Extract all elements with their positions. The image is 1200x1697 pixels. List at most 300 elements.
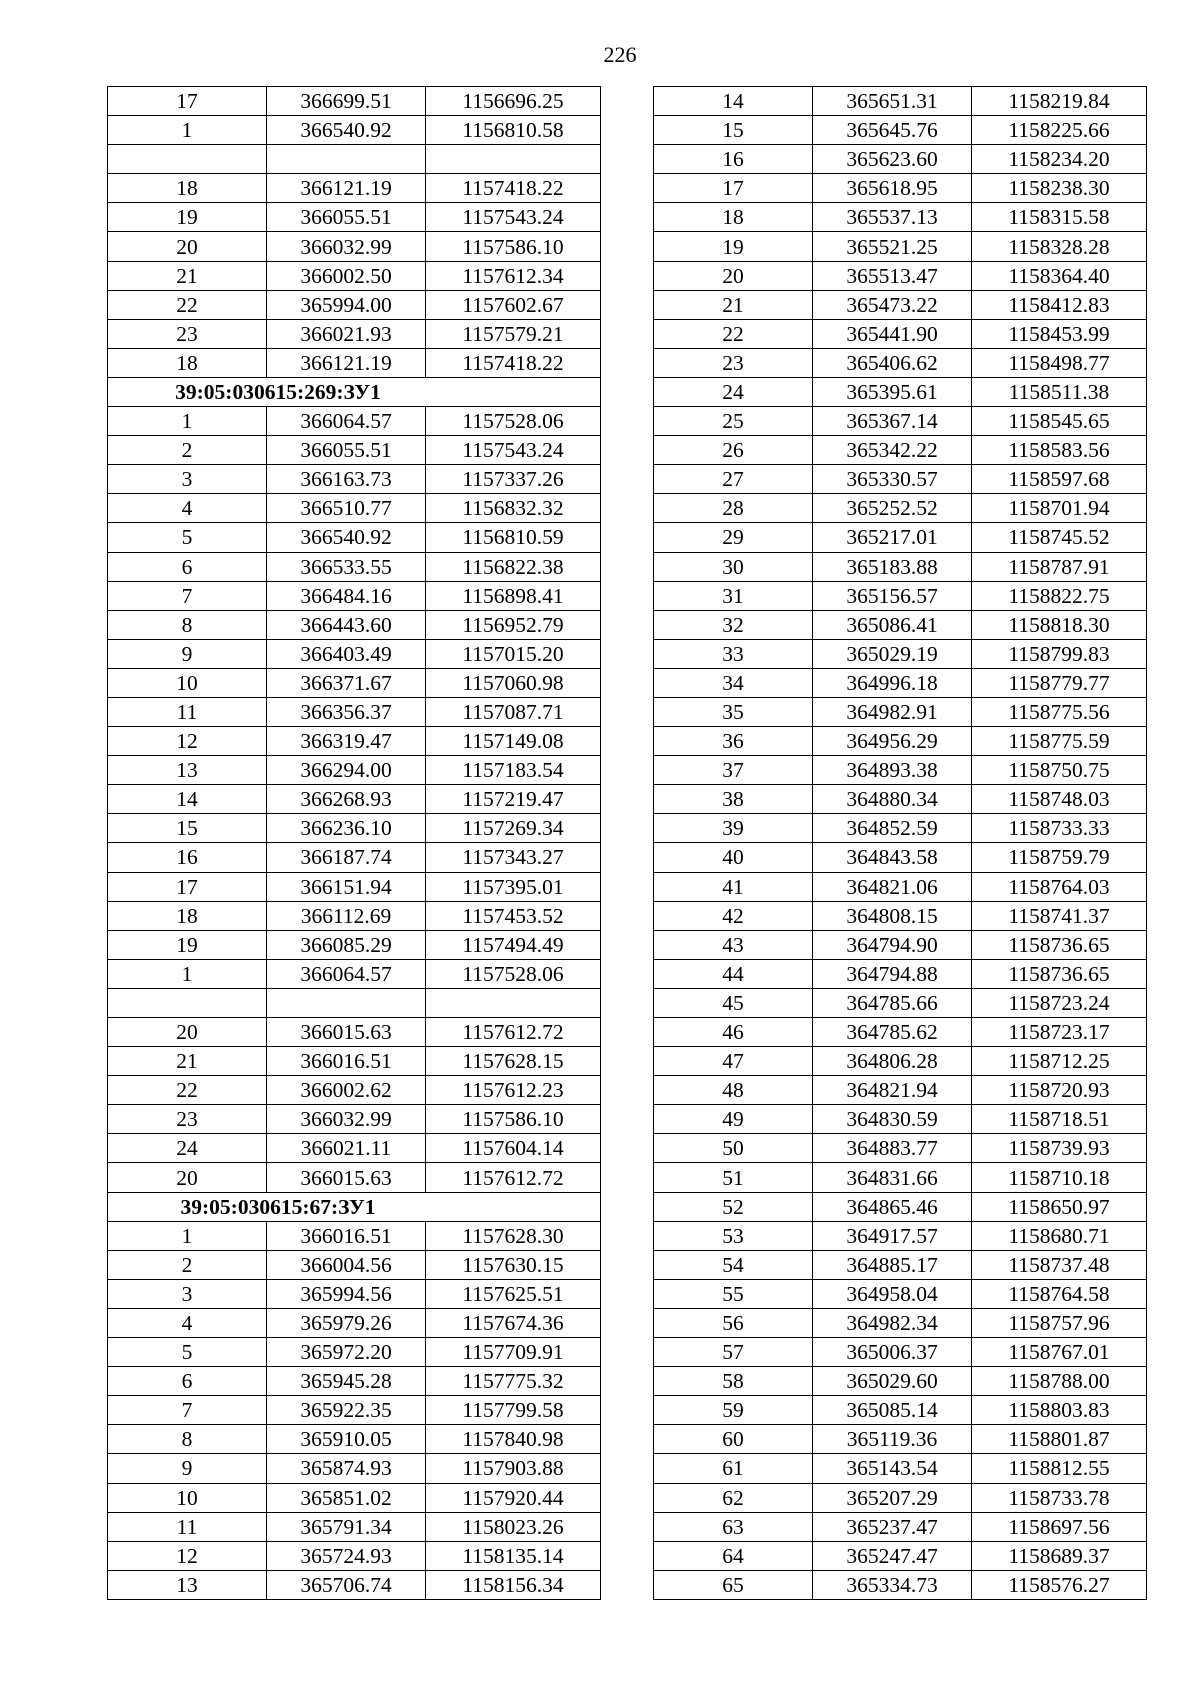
point-number-cell: 19 [654, 232, 813, 261]
y-coordinate-cell: 1158234.20 [972, 145, 1147, 174]
table-row [108, 988, 601, 1017]
x-coordinate-cell: 365945.28 [267, 1367, 426, 1396]
y-coordinate-cell: 1157343.27 [426, 843, 601, 872]
point-number-cell: 32 [654, 610, 813, 639]
table-row [654, 174, 1147, 203]
table-row [654, 1250, 1147, 1279]
table-row [108, 1541, 601, 1570]
y-coordinate-cell: 1157269.34 [426, 814, 601, 843]
x-coordinate-cell: 366064.57 [267, 959, 426, 988]
point-number-cell: 9 [108, 1454, 267, 1483]
table-row [108, 1018, 601, 1047]
table-row [654, 1105, 1147, 1134]
x-coordinate-cell: 365207.29 [813, 1483, 972, 1512]
x-coordinate-cell: 366032.99 [267, 1105, 426, 1134]
point-number-cell: 65 [654, 1570, 813, 1599]
x-coordinate-cell: 366015.63 [267, 1018, 426, 1047]
point-number-cell: 1 [108, 1221, 267, 1250]
x-coordinate-cell: 365473.22 [813, 290, 972, 319]
point-number-cell: 13 [108, 1570, 267, 1599]
point-number-cell: 10 [108, 1483, 267, 1512]
table-row [108, 1076, 601, 1105]
table-row [108, 203, 601, 232]
table-row [108, 523, 601, 552]
x-coordinate-cell: 366032.99 [267, 232, 426, 261]
x-coordinate-cell: 366163.73 [267, 465, 426, 494]
point-number-cell: 12 [108, 1541, 267, 1570]
x-coordinate-cell: 365143.54 [813, 1454, 972, 1483]
y-coordinate-cell: 1157015.20 [426, 639, 601, 668]
table-row [654, 465, 1147, 494]
point-number-cell: 22 [108, 290, 267, 319]
x-coordinate-cell: 364794.90 [813, 930, 972, 959]
table-row [654, 1279, 1147, 1308]
point-number-cell: 59 [654, 1396, 813, 1425]
x-coordinate-cell: 366121.19 [267, 348, 426, 377]
table-row [108, 145, 601, 174]
right-coordinates-table [653, 86, 1147, 1600]
table-row [108, 756, 601, 785]
table-row [108, 552, 601, 581]
y-coordinate-cell [426, 145, 601, 174]
point-number-cell: 20 [108, 1163, 267, 1192]
x-coordinate-cell: 364885.17 [813, 1250, 972, 1279]
y-coordinate-cell: 1158723.24 [972, 988, 1147, 1017]
table-row [108, 610, 601, 639]
page-number: 226 [603, 42, 637, 67]
point-number-cell: 42 [654, 901, 813, 930]
y-coordinate-cell: 1158757.96 [972, 1308, 1147, 1337]
x-coordinate-cell: 366403.49 [267, 639, 426, 668]
x-coordinate-cell: 364785.62 [813, 1018, 972, 1047]
y-coordinate-cell: 1156822.38 [426, 552, 601, 581]
point-number-cell: 4 [108, 494, 267, 523]
table-row [654, 756, 1147, 785]
y-coordinate-cell: 1158156.34 [426, 1570, 601, 1599]
y-coordinate-cell: 1157395.01 [426, 872, 601, 901]
y-coordinate-cell: 1158733.33 [972, 814, 1147, 843]
x-coordinate-cell: 366021.11 [267, 1134, 426, 1163]
table-row [108, 87, 601, 116]
y-coordinate-cell: 1157840.98 [426, 1425, 601, 1454]
x-coordinate-cell: 366112.69 [267, 901, 426, 930]
point-number-cell: 6 [108, 1367, 267, 1396]
point-number-cell: 54 [654, 1250, 813, 1279]
x-coordinate-cell: 365367.14 [813, 407, 972, 436]
table-row [654, 1134, 1147, 1163]
table-row [654, 1047, 1147, 1076]
y-coordinate-cell: 1156810.58 [426, 116, 601, 145]
table-row [654, 494, 1147, 523]
point-number-cell: 5 [108, 523, 267, 552]
x-coordinate-cell: 364831.66 [813, 1163, 972, 1192]
point-number-cell: 18 [108, 901, 267, 930]
x-coordinate-cell: 365791.34 [267, 1512, 426, 1541]
table-row [654, 727, 1147, 756]
x-coordinate-cell: 366085.29 [267, 930, 426, 959]
x-coordinate-cell: 365521.25 [813, 232, 972, 261]
point-number-cell: 31 [654, 581, 813, 610]
point-number-cell: 43 [654, 930, 813, 959]
point-number-cell: 44 [654, 959, 813, 988]
y-coordinate-cell: 1158023.26 [426, 1512, 601, 1541]
table-row [654, 785, 1147, 814]
table-row [654, 1192, 1147, 1221]
y-coordinate-cell: 1157612.72 [426, 1018, 601, 1047]
x-coordinate-cell: 365910.05 [267, 1425, 426, 1454]
y-coordinate-cell: 1156696.25 [426, 87, 601, 116]
table-row [654, 930, 1147, 959]
left-coordinates-table [107, 86, 601, 1600]
table-row [108, 1425, 601, 1454]
x-coordinate-cell: 366187.74 [267, 843, 426, 872]
point-number-cell: 63 [654, 1512, 813, 1541]
y-coordinate-cell: 1157625.51 [426, 1279, 601, 1308]
parcel-id-cell [108, 1192, 601, 1221]
y-coordinate-cell: 1157543.24 [426, 436, 601, 465]
x-coordinate-cell: 366294.00 [267, 756, 426, 785]
y-coordinate-cell: 1158697.56 [972, 1512, 1147, 1541]
x-coordinate-cell: 366443.60 [267, 610, 426, 639]
table-row [654, 1396, 1147, 1425]
table-row [108, 1250, 601, 1279]
table-row [108, 1279, 601, 1308]
x-coordinate-cell: 365085.14 [813, 1396, 972, 1425]
y-coordinate-cell: 1158736.65 [972, 959, 1147, 988]
table-row [108, 1483, 601, 1512]
table-row [654, 552, 1147, 581]
x-coordinate-cell [267, 988, 426, 1017]
point-number-cell: 3 [108, 465, 267, 494]
y-coordinate-cell [426, 988, 601, 1017]
x-coordinate-cell: 364821.94 [813, 1076, 972, 1105]
y-coordinate-cell: 1157528.06 [426, 407, 601, 436]
x-coordinate-cell: 365029.19 [813, 639, 972, 668]
y-coordinate-cell: 1157709.91 [426, 1338, 601, 1367]
x-coordinate-cell: 366268.93 [267, 785, 426, 814]
y-coordinate-cell: 1157604.14 [426, 1134, 601, 1163]
x-coordinate-cell: 365972.20 [267, 1338, 426, 1367]
point-number-cell: 18 [108, 174, 267, 203]
point-number-cell [108, 988, 267, 1017]
y-coordinate-cell: 1158720.93 [972, 1076, 1147, 1105]
y-coordinate-cell: 1158453.99 [972, 319, 1147, 348]
y-coordinate-cell: 1158739.93 [972, 1134, 1147, 1163]
table-row [654, 523, 1147, 552]
table-row [654, 261, 1147, 290]
x-coordinate-cell: 365217.01 [813, 523, 972, 552]
section-header-row [108, 1192, 601, 1221]
y-coordinate-cell: 1157418.22 [426, 174, 601, 203]
table-row [654, 668, 1147, 697]
y-coordinate-cell: 1158412.83 [972, 290, 1147, 319]
point-number-cell: 34 [654, 668, 813, 697]
y-coordinate-cell: 1156832.32 [426, 494, 601, 523]
y-coordinate-cell: 1158779.77 [972, 668, 1147, 697]
x-coordinate-cell: 364865.46 [813, 1192, 972, 1221]
x-coordinate-cell: 364880.34 [813, 785, 972, 814]
table-row [108, 1512, 601, 1541]
y-coordinate-cell: 1157612.23 [426, 1076, 601, 1105]
y-coordinate-cell: 1158545.65 [972, 407, 1147, 436]
point-number-cell: 10 [108, 668, 267, 697]
y-coordinate-cell: 1158737.48 [972, 1250, 1147, 1279]
x-coordinate-cell: 364806.28 [813, 1047, 972, 1076]
point-number-cell: 35 [654, 697, 813, 726]
y-coordinate-cell: 1158689.37 [972, 1541, 1147, 1570]
table-row [654, 1308, 1147, 1337]
section-header-row [108, 377, 601, 406]
y-coordinate-cell: 1158787.91 [972, 552, 1147, 581]
point-number-cell: 8 [108, 1425, 267, 1454]
y-coordinate-cell: 1157418.22 [426, 348, 601, 377]
y-coordinate-cell: 1157612.34 [426, 261, 601, 290]
point-number-cell: 16 [654, 145, 813, 174]
table-row [108, 959, 601, 988]
y-coordinate-cell: 1157775.32 [426, 1367, 601, 1396]
y-coordinate-cell: 1157087.71 [426, 697, 601, 726]
y-coordinate-cell: 1158803.83 [972, 1396, 1147, 1425]
x-coordinate-cell: 366319.47 [267, 727, 426, 756]
y-coordinate-cell: 1158775.59 [972, 727, 1147, 756]
x-coordinate-cell: 365645.76 [813, 116, 972, 145]
point-number-cell: 23 [108, 1105, 267, 1134]
y-coordinate-cell: 1157543.24 [426, 203, 601, 232]
x-coordinate-cell: 366055.51 [267, 436, 426, 465]
y-coordinate-cell: 1157630.15 [426, 1250, 601, 1279]
point-number-cell: 57 [654, 1338, 813, 1367]
table-row [654, 319, 1147, 348]
y-coordinate-cell: 1157920.44 [426, 1483, 601, 1512]
table-row [108, 668, 601, 697]
table-row [654, 843, 1147, 872]
point-number-cell: 29 [654, 523, 813, 552]
x-coordinate-cell: 364852.59 [813, 814, 972, 843]
y-coordinate-cell: 1156952.79 [426, 610, 601, 639]
x-coordinate-cell: 364917.57 [813, 1221, 972, 1250]
x-coordinate-cell: 366356.37 [267, 697, 426, 726]
y-coordinate-cell: 1158712.25 [972, 1047, 1147, 1076]
y-coordinate-cell: 1158650.97 [972, 1192, 1147, 1221]
point-number-cell: 22 [654, 319, 813, 348]
table-row [654, 814, 1147, 843]
x-coordinate-cell: 365330.57 [813, 465, 972, 494]
parcel-id-label: 39:05:030615:67:ЗУ1 [180, 1194, 376, 1219]
y-coordinate-cell: 1157494.49 [426, 930, 601, 959]
point-number-cell: 39 [654, 814, 813, 843]
point-number-cell: 33 [654, 639, 813, 668]
point-number-cell: 24 [108, 1134, 267, 1163]
x-coordinate-cell: 365441.90 [813, 319, 972, 348]
x-coordinate-cell: 364785.66 [813, 988, 972, 1017]
point-number-cell: 55 [654, 1279, 813, 1308]
x-coordinate-cell: 366015.63 [267, 1163, 426, 1192]
y-coordinate-cell: 1158812.55 [972, 1454, 1147, 1483]
y-coordinate-cell: 1157628.15 [426, 1047, 601, 1076]
point-number-cell: 60 [654, 1425, 813, 1454]
table-row [654, 1338, 1147, 1367]
point-number-cell: 21 [654, 290, 813, 319]
point-number-cell: 7 [108, 1396, 267, 1425]
table-row [108, 1570, 601, 1599]
point-number-cell: 47 [654, 1047, 813, 1076]
x-coordinate-cell: 365651.31 [813, 87, 972, 116]
x-coordinate-cell: 366151.94 [267, 872, 426, 901]
parcel-id-label: 39:05:030615:269:ЗУ1 [175, 379, 381, 404]
table-row [108, 872, 601, 901]
y-coordinate-cell: 1157579.21 [426, 319, 601, 348]
x-coordinate-cell: 366002.62 [267, 1076, 426, 1105]
x-coordinate-cell: 365247.47 [813, 1541, 972, 1570]
point-number-cell: 1 [108, 959, 267, 988]
x-coordinate-cell: 365623.60 [813, 145, 972, 174]
table-row [108, 494, 601, 523]
x-coordinate-cell: 365119.36 [813, 1425, 972, 1454]
table-row [108, 785, 601, 814]
point-number-cell: 62 [654, 1483, 813, 1512]
point-number-cell: 22 [108, 1076, 267, 1105]
x-coordinate-cell: 364808.15 [813, 901, 972, 930]
point-number-cell: 64 [654, 1541, 813, 1570]
table-row [108, 727, 601, 756]
x-coordinate-cell: 365252.52 [813, 494, 972, 523]
y-coordinate-cell: 1158799.83 [972, 639, 1147, 668]
point-number-cell: 30 [654, 552, 813, 581]
table-row [108, 436, 601, 465]
table-row [108, 407, 601, 436]
table-row [654, 290, 1147, 319]
table-row [654, 988, 1147, 1017]
x-coordinate-cell: 365395.61 [813, 377, 972, 406]
x-coordinate-cell: 366121.19 [267, 174, 426, 203]
x-coordinate-cell: 365874.93 [267, 1454, 426, 1483]
x-coordinate-cell: 365513.47 [813, 261, 972, 290]
x-coordinate-cell: 364956.29 [813, 727, 972, 756]
x-coordinate-cell: 364830.59 [813, 1105, 972, 1134]
table-row [654, 901, 1147, 930]
y-coordinate-cell: 1157602.67 [426, 290, 601, 319]
table-row [654, 1018, 1147, 1047]
table-row [108, 116, 601, 145]
y-coordinate-cell: 1157586.10 [426, 232, 601, 261]
point-number-cell: 19 [108, 930, 267, 959]
table-row [654, 348, 1147, 377]
table-row [108, 1396, 601, 1425]
x-coordinate-cell: 365406.62 [813, 348, 972, 377]
point-number-cell: 56 [654, 1308, 813, 1337]
table-row [654, 610, 1147, 639]
point-number-cell: 6 [108, 552, 267, 581]
point-number-cell: 23 [654, 348, 813, 377]
x-coordinate-cell: 364982.34 [813, 1308, 972, 1337]
point-number-cell: 15 [108, 814, 267, 843]
point-number-cell: 38 [654, 785, 813, 814]
table-row [654, 1425, 1147, 1454]
y-coordinate-cell: 1158775.56 [972, 697, 1147, 726]
point-number-cell: 40 [654, 843, 813, 872]
x-coordinate-cell: 365237.47 [813, 1512, 972, 1541]
y-coordinate-cell: 1157453.52 [426, 901, 601, 930]
y-coordinate-cell: 1157060.98 [426, 668, 601, 697]
y-coordinate-cell: 1157528.06 [426, 959, 601, 988]
table-row [108, 1134, 601, 1163]
y-coordinate-cell: 1158750.75 [972, 756, 1147, 785]
y-coordinate-cell: 1157337.26 [426, 465, 601, 494]
point-number-cell: 28 [654, 494, 813, 523]
y-coordinate-cell: 1158315.58 [972, 203, 1147, 232]
y-coordinate-cell: 1157586.10 [426, 1105, 601, 1134]
x-coordinate-cell: 364982.91 [813, 697, 972, 726]
point-number-cell: 46 [654, 1018, 813, 1047]
y-coordinate-cell: 1158745.52 [972, 523, 1147, 552]
x-coordinate-cell: 366371.67 [267, 668, 426, 697]
table-row [654, 116, 1147, 145]
y-coordinate-cell: 1157799.58 [426, 1396, 601, 1425]
table-row [654, 1221, 1147, 1250]
x-coordinate-cell: 365342.22 [813, 436, 972, 465]
point-number-cell: 26 [654, 436, 813, 465]
point-number-cell: 15 [654, 116, 813, 145]
point-number-cell: 50 [654, 1134, 813, 1163]
x-coordinate-cell: 365334.73 [813, 1570, 972, 1599]
point-number-cell: 25 [654, 407, 813, 436]
point-number-cell: 17 [108, 87, 267, 116]
point-number-cell: 53 [654, 1221, 813, 1250]
table-row [654, 872, 1147, 901]
y-coordinate-cell: 1157903.88 [426, 1454, 601, 1483]
x-coordinate-cell: 366021.93 [267, 319, 426, 348]
x-coordinate-cell [267, 145, 426, 174]
y-coordinate-cell: 1157674.36 [426, 1308, 601, 1337]
table-row [108, 174, 601, 203]
table-row [654, 1570, 1147, 1599]
y-coordinate-cell: 1158723.17 [972, 1018, 1147, 1047]
y-coordinate-cell: 1156810.59 [426, 523, 601, 552]
x-coordinate-cell: 365086.41 [813, 610, 972, 639]
table-row [108, 581, 601, 610]
x-coordinate-cell: 365724.93 [267, 1541, 426, 1570]
table-row [108, 465, 601, 494]
y-coordinate-cell: 1157149.08 [426, 727, 601, 756]
y-coordinate-cell: 1158764.03 [972, 872, 1147, 901]
x-coordinate-cell: 366004.56 [267, 1250, 426, 1279]
y-coordinate-cell: 1158736.65 [972, 930, 1147, 959]
x-coordinate-cell: 366540.92 [267, 523, 426, 552]
table-row [654, 1541, 1147, 1570]
point-number-cell: 1 [108, 407, 267, 436]
point-number-cell: 2 [108, 436, 267, 465]
table-row [654, 1454, 1147, 1483]
x-coordinate-cell: 365006.37 [813, 1338, 972, 1367]
point-number-cell: 37 [654, 756, 813, 785]
x-coordinate-cell: 366016.51 [267, 1047, 426, 1076]
y-coordinate-cell: 1157219.47 [426, 785, 601, 814]
x-coordinate-cell: 366510.77 [267, 494, 426, 523]
y-coordinate-cell: 1158764.58 [972, 1279, 1147, 1308]
x-coordinate-cell: 364958.04 [813, 1279, 972, 1308]
table-row [654, 436, 1147, 465]
y-coordinate-cell: 1158597.68 [972, 465, 1147, 494]
y-coordinate-cell: 1158741.37 [972, 901, 1147, 930]
y-coordinate-cell: 1158238.30 [972, 174, 1147, 203]
point-number-cell: 14 [108, 785, 267, 814]
table-row [108, 843, 601, 872]
x-coordinate-cell: 366540.92 [267, 116, 426, 145]
x-coordinate-cell: 365922.35 [267, 1396, 426, 1425]
table-row [654, 232, 1147, 261]
x-coordinate-cell: 366236.10 [267, 814, 426, 843]
x-coordinate-cell: 366484.16 [267, 581, 426, 610]
